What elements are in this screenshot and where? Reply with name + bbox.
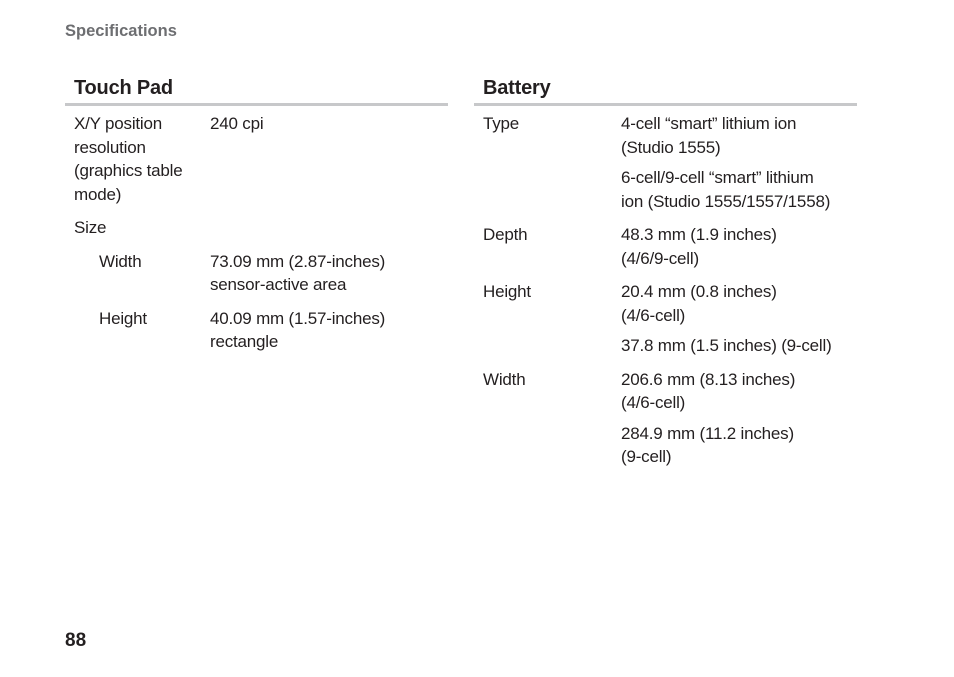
battery-section (474, 74, 857, 479)
section-title: Touch Pad (65, 74, 448, 106)
spec-value: 73.09 mm (2.87-inches) sensor-active area (210, 251, 386, 294)
spec-row-width (474, 368, 857, 469)
spec-label: Width (483, 369, 526, 389)
spec-row-size (65, 216, 448, 240)
spec-label: Type (483, 114, 520, 133)
spec-row-height (65, 307, 448, 354)
spec-row-height (474, 280, 857, 358)
spec-value: 40.09 mm (1.57-inches) rectangle (210, 308, 386, 351)
spec-label: Depth (483, 225, 528, 244)
spec-label: Height (483, 282, 531, 301)
spec-label: Height (99, 308, 147, 328)
spec-value: 206.6 mm (8.13 inches) (4/6-cell) (621, 369, 796, 412)
spec-label: X/Y position resolution (graphics table mode) (74, 114, 183, 204)
spec-value: 37.8 mm (1.5 inches) (9-cell) (621, 336, 832, 355)
spec-value: 20.4 mm (0.8 inches) (4/6-cell) (621, 282, 777, 325)
spec-value: 240 cpi (210, 114, 264, 133)
spec-label: Size (74, 218, 107, 237)
section-title: Battery (474, 74, 857, 106)
running-head: Specifications (65, 22, 177, 40)
spec-row-depth (474, 223, 857, 270)
spec-row-resolution (65, 112, 448, 206)
spec-row-width (65, 250, 448, 297)
page-number: 88 (65, 630, 87, 651)
touch-pad-section (65, 74, 448, 364)
spec-row-type (474, 112, 857, 213)
spec-label: Width (99, 251, 142, 271)
spec-value: 284.9 mm (11.2 inches) (9-cell) (621, 423, 794, 466)
spec-value: 4-cell “smart” lithium ion (Studio 1555) (621, 114, 797, 157)
spec-value: 6-cell/9-cell “smart” lithium ion (Studio 1555/1557/1558) (621, 168, 831, 211)
spec-value: 48.3 mm (1.9 inches) (4/6/9-cell) (621, 225, 777, 268)
